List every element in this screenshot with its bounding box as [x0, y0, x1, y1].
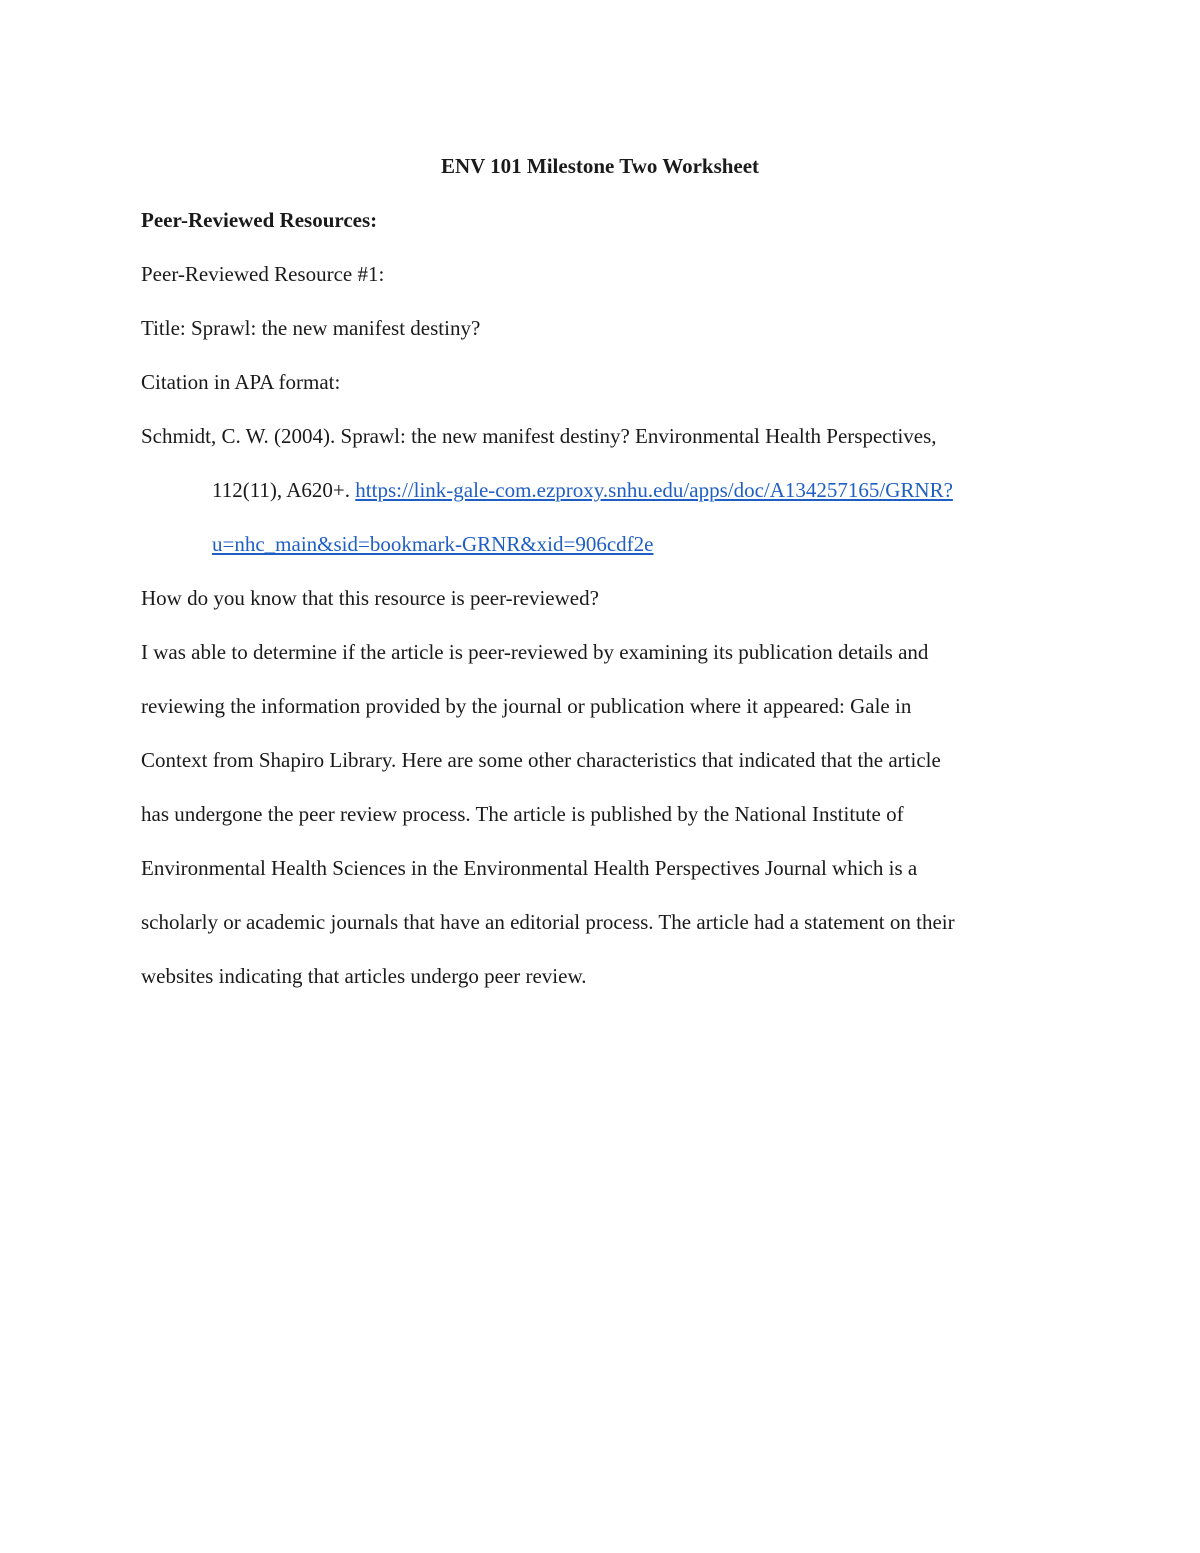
peer-review-answer	[141, 625, 1061, 1003]
citation-url-link-continued[interactable]: u=nhc_main&sid=bookmark-GRNR&xid=906cdf2e	[212, 532, 654, 556]
resource-label: Peer-Reviewed Resource #1:	[141, 262, 385, 286]
answer-line: I was able to determine if the article is peer-reviewed by examining its publication details and	[141, 640, 929, 664]
section-heading: Peer-Reviewed Resources:	[141, 208, 378, 232]
document-title: ENV 101 Milestone Two Worksheet	[440, 154, 760, 178]
citation-line-3	[141, 517, 1061, 571]
peer-review-question: How do you know that this resource is peer-reviewed?	[141, 586, 599, 610]
citation-url-link[interactable]: https://link-gale-com.ezproxy.snhu.edu/apps/doc/A134257165/GRNR?	[355, 478, 953, 502]
citation-label: Citation in APA format:	[141, 370, 341, 394]
answer-line: has undergone the peer review process. The article is published by the National Institute of	[141, 802, 904, 826]
citation-line-2	[141, 463, 1061, 517]
answer-line: Environmental Health Sciences in the Environmental Health Perspectives Journal which is a	[141, 856, 918, 880]
citation-volume-pages: 112(11), A620+.	[212, 478, 356, 502]
document-body	[141, 139, 1061, 1003]
answer-line: websites indicating that articles undergo peer review.	[141, 964, 587, 988]
citation-line-1: Schmidt, C. W. (2004). Sprawl: the new manifest destiny? Environmental Health Perspectives,	[141, 424, 937, 448]
answer-line: Context from Shapiro Library. Here are some other characteristics that indicated that the article	[141, 748, 941, 772]
resource-title: Title: Sprawl: the new manifest destiny?	[141, 316, 481, 340]
answer-line: reviewing the information provided by the journal or publication where it appeared: Gale in	[141, 694, 912, 718]
answer-line: scholarly or academic journals that have an editorial process. The article had a statement on their	[141, 910, 955, 934]
